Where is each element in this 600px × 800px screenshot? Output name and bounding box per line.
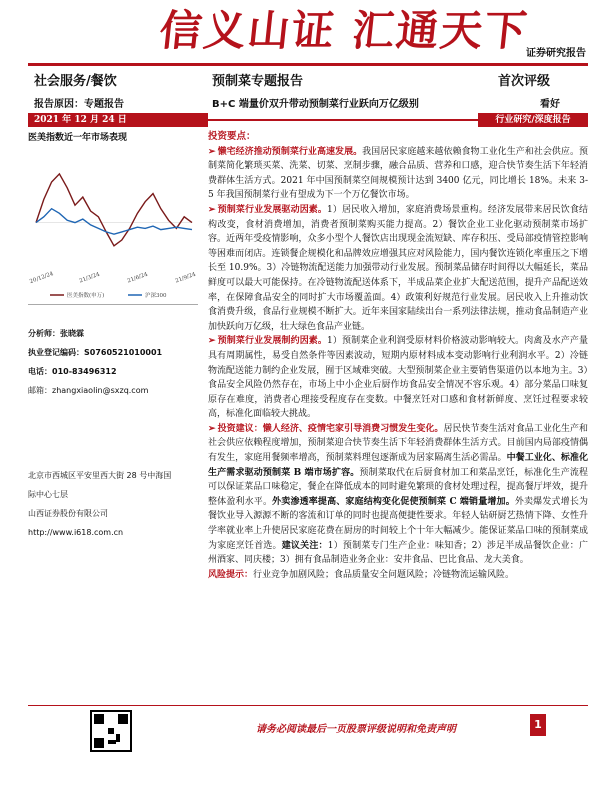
- p1-key: 懒宅经济推动预制菜行业高速发展。: [217, 146, 363, 157]
- chart-svg: [28, 145, 198, 305]
- p3-key: 预制菜行业发展制约因素。: [217, 336, 328, 347]
- paragraph-4: [208, 422, 588, 568]
- company-logo: 信义山证 汇通天下: [157, 6, 531, 55]
- p4-bold-d: 外卖渗透率提高、家庭结构变化促使预制菜 C 端销量增加。: [272, 496, 515, 507]
- analyst-cert: 执业登记编码：S0760521010001: [28, 348, 163, 357]
- subtitle-row: [28, 95, 588, 113]
- bullet-icon: ➢: [208, 423, 216, 434]
- address-line2: 际中心七层: [28, 490, 68, 499]
- headline: B+C 端量价双升带动预制菜行业跃向万亿级别: [212, 99, 419, 110]
- chart-title: 医美指数近一年市场表现: [28, 133, 128, 143]
- x-tick-label: 21/3/24: [78, 271, 101, 285]
- series-line-0: [36, 174, 192, 246]
- sidebar: [28, 130, 198, 305]
- analyst-phone: 电话：010-83496312: [28, 367, 117, 376]
- company-address: [28, 466, 198, 542]
- sector-label: 社会服务/餐饮: [34, 74, 117, 89]
- header-banner: [0, 0, 600, 62]
- rating: 看好: [540, 99, 560, 110]
- p4-bold-b: 中餐工业化、标准化生产需求驱动预制菜 B 端市场扩容。: [208, 453, 588, 478]
- footer-divider: [28, 705, 588, 706]
- series-line-1: [36, 209, 192, 235]
- report-title: 预制菜专题报告: [212, 74, 304, 89]
- page-number: 1: [530, 714, 546, 736]
- risk-label: 风险提示：: [208, 569, 254, 580]
- analyst-info: [28, 324, 198, 400]
- p4-text-a: 居民快节奏生活对食品工业化生产和社会供应依赖程度增加，预制菜迎合快节奏生活下年轻消费群体生活方式。目前国内局部疫情偶有发生，家庭用餐频率增高，预制菜料理包逐渐成为居家隔离生活必需品。: [208, 423, 588, 464]
- company-url[interactable]: http://www.i618.com.cn: [28, 528, 124, 537]
- doc-type: 证券研究报告: [526, 48, 586, 59]
- risk-text: 行业竞争加剧风险；食品质量安全问题风险；冷链物流运输风险。: [253, 569, 515, 580]
- company-name: 山西证券股份有限公司: [28, 509, 108, 518]
- bullet-icon: ➢: [208, 146, 216, 157]
- paragraph-2: [208, 203, 588, 334]
- analyst-email[interactable]: 邮箱：zhangxiaolin@sxzq.com: [28, 386, 149, 395]
- date-bar: [28, 113, 588, 127]
- section-heading: 投资要点：: [208, 131, 256, 142]
- main-content: [208, 130, 588, 582]
- qr-code-icon: [90, 710, 132, 752]
- p4-key: 投资建议：懒人经济、疫情宅家引导消费习惯发生变化。: [217, 423, 444, 434]
- rating-type: 首次评级: [498, 74, 551, 89]
- p4-text-e: 外卖爆发式增长为餐饮业导入源源不断的客流和订单的同时也提高便捷性要求。年轻人钻研厨艺热情下降、女性升学率就业率上升使居民家庭花费在厨房的时间较上个十年大幅减少。能保证菜品口味的预制菜成为家庭烹饪首选。: [208, 496, 588, 551]
- x-tick-label: 21/9/24: [174, 271, 197, 285]
- p4-text-g: 1）预制菜专门生产企业：味知香；2）涉足半成品餐饮企业：广州酒家、同庆楼；3）拥有食品制造业务企业：安井食品、巴比食品、龙大美食。: [208, 540, 588, 566]
- p3-text: 1）预制菜企业利润受原材料价格波动影响较大。肉禽及水产产量具有周期属性，易受自然条件等因素波动，短期内原材料成本变动影响行业利润水平。2）冷链物流配送能力制约企业发展，囿于区域难突破。大型预制菜企业主要销售渠道仍以本地为主。3）食品安全风险仍然存在，市场上中小企业后厨作坊食品安全情况不容乐观。4）部分菜品口味复原存在难度，消费者心理接受程度存在变数。中餐烹饪对口感和食材新鲜度、烹饪过程要求较高，标准化面临较大挑战。: [208, 336, 588, 420]
- p1-text: 我国居民家庭越来越依赖食物工业化生产和社会供应。预制菜简化繁琐买菜、洗菜、切菜、烹制步骤，融合品质、营养和口感，迎合快节奏生活下年轻消费群体生活方式。2021 年中国预制菜空间规模预计达到 3400 亿元，同比增长 18%。未来 3-5 年我国预制菜行业有望成为下一个万亿餐饮市场。: [208, 146, 588, 201]
- x-tick-label: 20/12/24: [29, 271, 55, 286]
- p2-text: 1）居民收入增加，家庭消费场景重构。经济发展带来居民饮食结构改变，食材消费增加，消费者预制菜购买能力提高。2）餐饮企业工业化驱动预制菜市场扩容。近两年受疫情影响，众多小型个人餐饮店出现现金流短缺、库存积压、受局部疫情管控影响等困难而闭店。连锁餐企规模化和品牌效应增强其应对风险能力，国内餐饮连锁化率重压之下增长至 10.9%。3）冷链物流配送能力加强带动行业发展。预制菜品储存时间得以大幅延长，菜品鲜度可以最大可能保持。在冷链物流配送体系下，半成品菜企业扩大配送范围，提升产品配送效率，在保障食品安全的同时扩大市场覆盖面。4）政策利好规范行业发展。居民收入上升推动饮食消费升级，食品行业规模不断扩大。近年来国家陆续出台一系列法律法规，推动食品制造产业加快跃向万亿级，壮大绿色食品产业链。: [208, 204, 588, 332]
- bullet-icon: ➢: [208, 336, 216, 347]
- report-reason: 报告原因：专题报告: [34, 99, 124, 110]
- bullet-icon: ➢: [208, 204, 216, 215]
- report-date: 2021 年 12 月 24 日: [28, 113, 208, 127]
- address-line1: 北京市西城区平安里西大街 28 号中海国: [28, 471, 172, 480]
- p2-key: 预制菜行业发展驱动因素。: [217, 204, 328, 215]
- performance-chart: [28, 145, 198, 305]
- paragraph-3: [208, 334, 588, 422]
- legend-label: 医美指数(申万): [67, 293, 105, 299]
- x-tick-label: 21/6/24: [126, 271, 149, 285]
- paragraph-1: [208, 145, 588, 203]
- disclaimer-note: 请务必阅读最后一页股票评级说明和免责声明: [256, 724, 456, 735]
- p4-bold-f: 建议关注：: [281, 540, 328, 551]
- report-category: 行业研究/深度报告: [478, 113, 588, 127]
- p4-text-c: 预制菜取代在后厨食材加工和菜品烹饪，标准化生产流程可以保证菜品口味稳定，餐企在降低成本的同时避免繁琐的食材处理过程，提高餐厅坪效，提升整体盈利水平。: [208, 467, 588, 507]
- analyst-name: 分析师：张晓霖: [28, 329, 84, 338]
- risk-paragraph: [208, 568, 588, 583]
- header-divider: [28, 63, 588, 66]
- title-row: [28, 68, 588, 92]
- date-divider: [208, 119, 488, 121]
- legend-label: 沪深300: [145, 293, 167, 299]
